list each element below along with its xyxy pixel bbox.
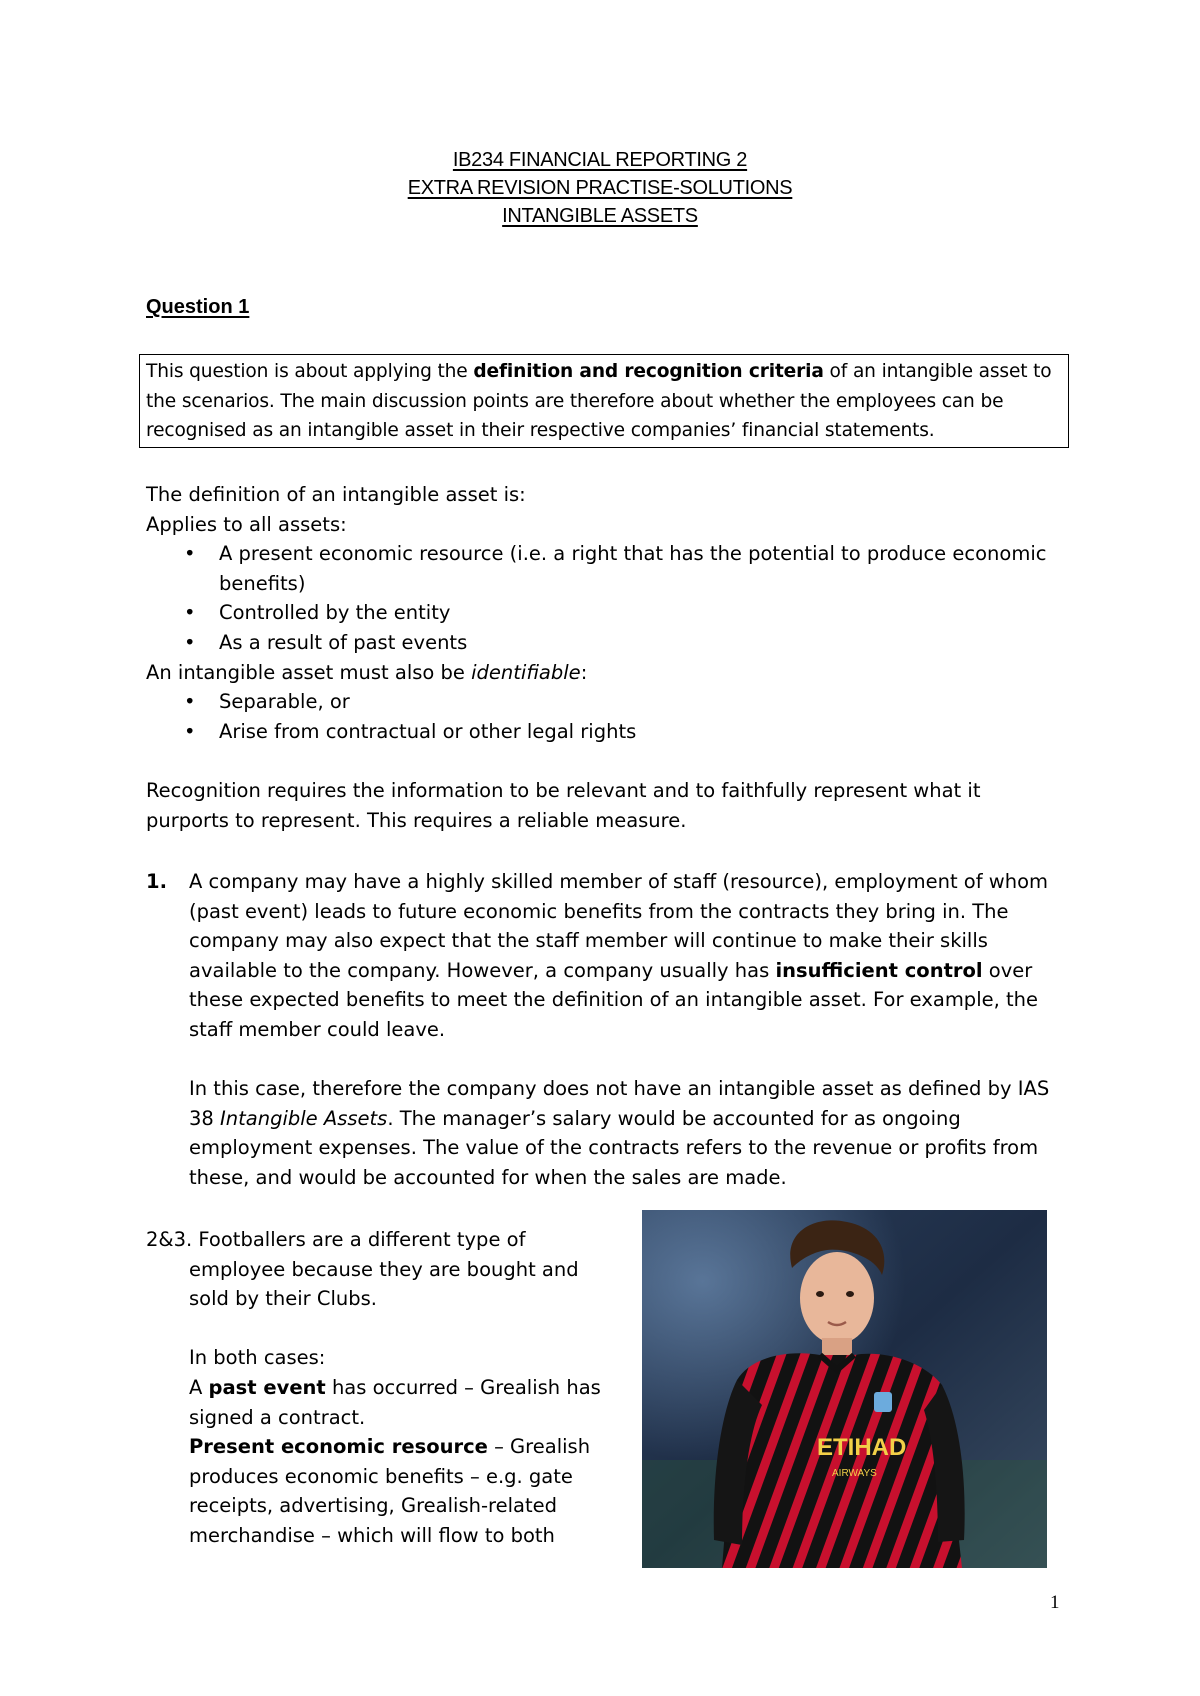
applies-all-label: Applies to all assets:	[146, 512, 347, 536]
list-item: • A present economic resource (i.e. a right that has the potential to produce economic benefits)	[146, 539, 1066, 598]
point-1-body	[189, 867, 1066, 1193]
intro-text-start: This question is about applying the	[146, 361, 474, 382]
identifiable-criteria-list	[146, 687, 1066, 746]
list-item: • Separable, or	[146, 687, 1066, 717]
identifiable-term: identifiable	[471, 660, 581, 684]
past-event-term: past event	[208, 1375, 326, 1399]
title-line-subtitle: EXTRA REVISION PRACTISE-SOLUTIONS	[407, 177, 793, 199]
definition-section	[146, 480, 1066, 746]
point-1-number: 1.	[146, 870, 167, 893]
both-cases-label: In both cases:	[189, 1346, 326, 1370]
bullet-icon: •	[184, 690, 196, 714]
identifiable-line: An intangible asset must also be identifiable:	[146, 660, 588, 684]
bullet-icon: •	[184, 719, 196, 743]
ias-38-title: Intangible Assets	[220, 1106, 388, 1130]
intro-box	[139, 354, 1069, 448]
document-title	[0, 146, 1200, 230]
general-criteria-list	[146, 539, 1066, 657]
title-line-topic: INTANGIBLE ASSETS	[502, 205, 698, 227]
point-1-paragraph-2: In this case, therefore the company does not have an intangible asset as defined by IAS 38 Intangible Assets. The manager’s salary would be accounted for as ongoing employment expenses. The value of the contracts refers to the revenue or profits from these, and would be accounted for when the sales are made.	[189, 1077, 1050, 1189]
intro-bold-phrase: definition and recognition criteria	[473, 361, 824, 382]
paragraph-gap	[189, 1045, 1066, 1075]
point-1-paragraph-1: A company may have a highly skilled member of staff (resource), employment of whom (past event) leads to future economic benefits from the contracts they bring in. The company may also expect that the staff member will continue to make their skills available to the company. However, a company usually has insufficient control over these expected benefits to meet the definition of an intangible asset. For example, the staff member could leave.	[189, 870, 1049, 1041]
point-1	[146, 867, 1066, 1193]
past-event-line: A past event has occurred – Grealish has signed a contract.	[189, 1375, 601, 1429]
list-item: • Arise from contractual or other legal rights	[146, 717, 1066, 747]
points-2-and-3	[146, 1225, 616, 1551]
list-item: • As a result of past events	[146, 628, 1066, 658]
points-2-3-lead-rest: employee because they are bought and sold by their Clubs.	[189, 1257, 579, 1311]
bullet-icon: •	[184, 542, 196, 566]
present-resource-term: Present economic resource	[189, 1435, 488, 1459]
title-line-course: IB234 FINANCIAL REPORTING 2	[452, 149, 748, 171]
list-item: • Controlled by the entity	[146, 598, 1066, 628]
insufficient-control-term: insufficient control	[775, 958, 983, 982]
bullet-icon: •	[184, 630, 196, 654]
bullet-icon: •	[184, 601, 196, 625]
paragraph-gap	[189, 1314, 616, 1344]
shirt-sponsor-subtext: AIRWAYS	[832, 1468, 877, 1479]
shirt-sponsor-text: ETIHAD	[817, 1434, 907, 1461]
recognition-paragraph: Recognition requires the information to be relevant and to faithfully represent what it purports to represent. This requires a reliable measure.	[146, 779, 981, 832]
points-2-3-lead: 2&3. Footballers are a different type of	[146, 1228, 526, 1251]
definition-intro: The definition of an intangible asset is:	[146, 483, 526, 506]
page-number: 1	[1050, 1592, 1060, 1613]
footballer-photo	[642, 1210, 1047, 1568]
points-2-3-body	[189, 1255, 616, 1551]
present-resource-line: Present economic resource – Grealish produces economic benefits – e.g. gate receipts, advertising, Grealish-related merchandise – which will flow to both	[189, 1435, 591, 1547]
question-heading: Question 1	[146, 296, 250, 318]
intro-text-end: of an intangible asset to the scenarios. The main discussion points are therefore about whether the employees can be recognised as an intangible asset in their respective companies’ financial statements.	[146, 361, 1052, 442]
